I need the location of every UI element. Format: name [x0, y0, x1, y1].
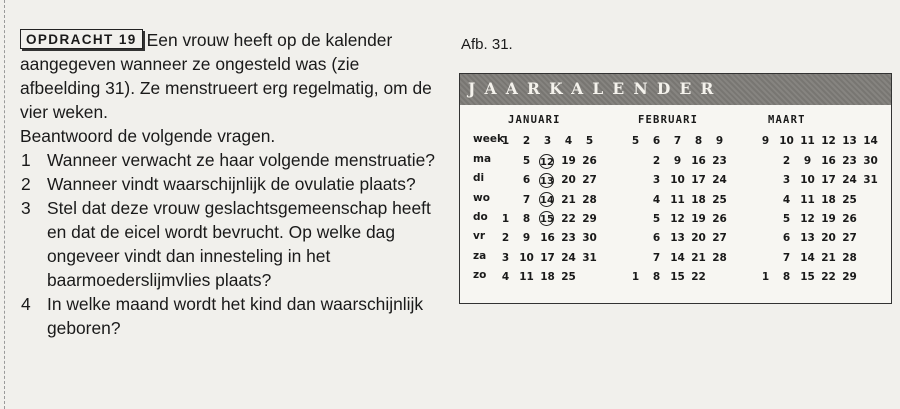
calendar-date: 25: [561, 270, 576, 283]
question-text: In welke maand wordt het kind dan waarschijnlijk geboren?: [47, 294, 424, 338]
question-text: Stel dat deze vrouw geslachtsgemeenschap heeft en dat de eicel wordt bevrucht. Op welke dag ongeveer vindt dan innesteling in het baarmoederslijmvlies plaats?: [47, 198, 431, 290]
calendar-date: 24: [561, 251, 576, 264]
question-number: 1: [21, 150, 31, 170]
calendar-date: 16: [540, 232, 555, 245]
weekday-label: vr: [473, 230, 486, 243]
exercise-intro: Een vrouw heeft op de kalender aangegeven wanneer ze ongesteld was (zie afbeelding 31). Ze menstrueert erg regelmatig, om de vier weken.: [20, 30, 432, 122]
calendar-date: 2: [782, 155, 791, 167]
calendar-date: 10: [519, 251, 534, 264]
calendar-date: 14: [670, 251, 685, 264]
question-number: 2: [21, 174, 31, 194]
figure-caption: Afb. 31.: [461, 36, 513, 53]
calendar-date: 26: [712, 212, 727, 225]
question-number: 4: [21, 294, 31, 314]
calendar-date: 15: [670, 270, 685, 283]
week-number: 9: [761, 135, 770, 147]
calendar-date: 2: [652, 155, 661, 167]
week-number: 7: [673, 135, 682, 147]
calendar-date: 14: [800, 251, 815, 264]
month-january: JANUARI: [508, 114, 561, 126]
calendar-date: 18: [691, 193, 706, 206]
week-number-row: [460, 133, 891, 149]
calendar-date: 27: [582, 174, 597, 187]
week-number: 5: [585, 135, 594, 147]
calendar-date: 6: [522, 174, 531, 187]
calendar-date: 26: [582, 155, 597, 167]
calendar-date: 18: [821, 193, 836, 206]
week-number: 11: [800, 135, 815, 147]
calendar-date: 25: [842, 193, 857, 206]
calendar-date: 19: [561, 155, 576, 167]
calendar-day-row: [460, 211, 891, 227]
calendar-date: 23: [712, 155, 727, 167]
calendar-date: 16: [821, 155, 836, 167]
calendar-date: 10: [800, 174, 815, 187]
calendar-date: 21: [691, 251, 706, 264]
calendar-date: 7: [522, 193, 531, 206]
calendar-date: 28: [712, 251, 727, 264]
exercise-text: [20, 28, 440, 340]
calendar-date: 20: [821, 232, 836, 245]
calendar-date: 10: [670, 174, 685, 187]
circled-date: 13: [539, 173, 554, 188]
calendar-date: 17: [540, 251, 555, 264]
calendar-date: 21: [561, 193, 576, 206]
week-number: 13: [842, 135, 857, 147]
calendar-date: 7: [782, 251, 791, 264]
calendar-date: 19: [691, 212, 706, 225]
question-item: [20, 148, 440, 172]
calendar-banner: [460, 74, 891, 105]
calendar-date: 8: [782, 270, 791, 283]
calendar-day-row: [460, 153, 891, 169]
calendar-date: 4: [782, 193, 791, 206]
calendar-date: 23: [842, 155, 857, 167]
weekday-label: do: [473, 210, 488, 223]
calendar-date: 17: [691, 174, 706, 187]
calendar-date: 16: [691, 155, 706, 167]
calendar-date: 1: [501, 212, 510, 225]
weekday-label: ma: [473, 153, 492, 165]
calendar-date: 1: [631, 270, 640, 283]
calendar-date: 15: [800, 270, 815, 283]
calendar-date: 21: [821, 251, 836, 264]
week-number: 2: [522, 135, 531, 147]
calendar-date: 22: [561, 212, 576, 225]
question-item: [20, 172, 440, 196]
question-item: [20, 292, 440, 340]
question-list: [20, 148, 440, 340]
calendar-date: 25: [712, 193, 727, 206]
calendar-date: 13: [800, 232, 815, 245]
calendar-title: JAARKALENDER: [468, 79, 723, 98]
calendar-date: 30: [582, 232, 597, 245]
calendar-date: 11: [519, 270, 534, 283]
month-february: FEBRUARI: [638, 114, 699, 126]
week-number: 6: [652, 135, 661, 147]
calendar-date: 28: [582, 193, 597, 206]
calendar-date: 24: [712, 174, 727, 187]
question-item: [20, 196, 440, 292]
calendar-date: 5: [652, 212, 661, 225]
week-number: 10: [779, 135, 794, 147]
week-number: 1: [501, 135, 510, 147]
calendar-date: 27: [712, 232, 727, 245]
weekday-label: di: [473, 172, 485, 185]
calendar-date: 7: [652, 251, 661, 264]
calendar-date: 22: [821, 270, 836, 283]
calendar-date: 3: [652, 174, 661, 187]
calendar-date: 17: [821, 174, 836, 187]
calendar-date: 1: [761, 270, 770, 283]
calendar-date: 12: [800, 212, 815, 225]
exercise-intro-block: [20, 28, 440, 124]
week-number: 8: [694, 135, 703, 147]
calendar-date: 5: [522, 155, 531, 167]
week-number: 3: [543, 135, 552, 147]
calendar-date: 20: [691, 232, 706, 245]
weekday-label: wo: [473, 191, 490, 204]
calendar-day-row: [460, 230, 891, 246]
calendar-date: 31: [582, 251, 597, 264]
year-calendar: [459, 73, 892, 304]
calendar-date: 3: [782, 174, 791, 187]
calendar-date: 5: [782, 212, 791, 225]
calendar-date: 3: [501, 251, 510, 264]
calendar-date: 2: [501, 232, 510, 245]
exercise-label: OPDRACHT 19: [20, 29, 143, 49]
calendar-date: 13: [670, 232, 685, 245]
weekday-label: za: [473, 249, 487, 262]
circled-date: 14: [539, 192, 554, 207]
calendar-date: 27: [842, 232, 857, 245]
calendar-date: 29: [582, 212, 597, 225]
circled-date: 12: [539, 154, 554, 169]
calendar-date: 24: [842, 174, 857, 187]
calendar-date: 4: [501, 270, 510, 283]
calendar-date: 28: [842, 251, 857, 264]
calendar-date: 20: [561, 174, 576, 187]
circled-date: 15: [539, 211, 554, 226]
calendar-date: 9: [522, 232, 531, 245]
week-number: 5: [631, 135, 640, 147]
week-number: 14: [863, 135, 878, 147]
week-label: week: [473, 133, 504, 145]
exercise-instruction: Beantwoord de volgende vragen.: [20, 126, 276, 146]
question-number: 3: [21, 198, 31, 218]
month-march: MAART: [768, 114, 806, 126]
calendar-date: 29: [842, 270, 857, 283]
calendar-date: 12: [670, 212, 685, 225]
calendar-date: 22: [691, 270, 706, 283]
week-number: 9: [715, 135, 724, 147]
calendar-day-row: [460, 192, 891, 208]
calendar-date: 30: [863, 155, 878, 167]
calendar-date: 8: [652, 270, 661, 283]
calendar-date: 4: [652, 193, 661, 206]
week-number: 12: [821, 135, 836, 147]
calendar-date: 23: [561, 232, 576, 245]
calendar-date: 6: [652, 232, 661, 245]
calendar-date: 9: [803, 155, 812, 167]
calendar-date: 6: [782, 232, 791, 245]
calendar-date: 19: [821, 212, 836, 225]
calendar-day-row: [460, 250, 891, 266]
question-text: Wanneer vindt waarschijnlijk de ovulatie plaats?: [47, 174, 416, 194]
week-number: 4: [564, 135, 573, 147]
calendar-date: 26: [842, 212, 857, 225]
calendar-date: 11: [800, 193, 815, 206]
calendar-date: 8: [522, 212, 531, 225]
weekday-label: zo: [473, 268, 487, 281]
calendar-day-row: [460, 172, 891, 188]
calendar-date: 9: [673, 155, 682, 167]
question-text: Wanneer verwacht ze haar volgende menstruatie?: [47, 150, 435, 170]
calendar-date: 11: [670, 193, 685, 206]
calendar-date: 18: [540, 270, 555, 283]
calendar-date: 31: [863, 174, 878, 187]
calendar-day-row: [460, 269, 891, 285]
margin-rule: [4, 0, 5, 409]
